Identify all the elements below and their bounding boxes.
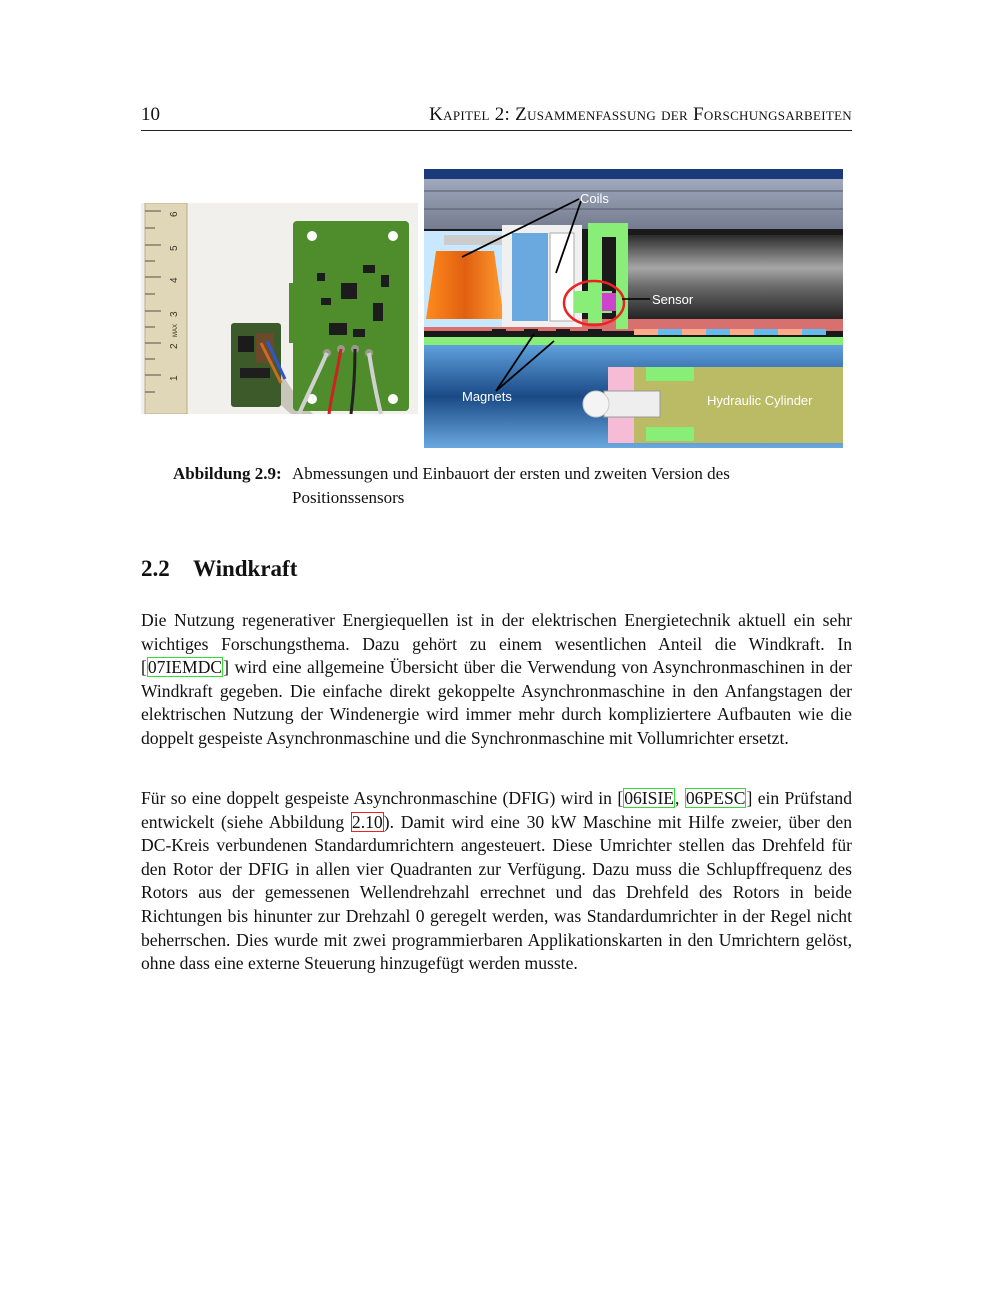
citation-link[interactable]: 06PESC <box>685 788 746 808</box>
section-number: 2.2 <box>141 556 170 581</box>
sensor-installation-diagram <box>424 169 843 448</box>
magnets-label: Magnets <box>462 389 512 404</box>
paragraph-text: ] ein Prüfstand entwickelt (siehe Abbildung <box>141 788 852 832</box>
page-header <box>141 104 852 131</box>
ruler-number: 5 <box>169 245 180 251</box>
paragraph-text: Für so eine doppelt gespeiste Asynchronmaschine (DFIG) wird in [ <box>141 788 624 808</box>
section-title: Windkraft <box>193 556 298 581</box>
page-number: 10 <box>141 104 160 125</box>
large-sensor-board <box>293 221 409 411</box>
paragraph-text: ] wird eine allgemeine Übersicht über die Verwendung von Asynchronmaschinen in der Windkraft gegeben. Die einfache direkt gekoppelte Asynchronmaschine in den Anfangstagen der elektrischen Nutzung der Windenergie wird immer mehr durch kompliziertere Aufbauten wie die doppelt gespeiste Asynchronmaschine und die Synchronmaschine mit Vollumrichter ersetzt. <box>141 657 852 748</box>
paragraph-text: Die Nutzung regenerativer Energiequellen ist in der elektrischen Energietechnik aktuell ein sehr wichtiges Forschungsthema. Dazu gehört zu einem wesentlichen Anteil die Windkraft. In [ <box>141 610 852 678</box>
ruler-number: 3 <box>169 311 180 317</box>
paragraph <box>141 787 852 976</box>
ruler-number: 6 <box>169 211 180 217</box>
section-heading <box>141 556 297 582</box>
ruler-number: 1 <box>169 375 180 381</box>
citation-link[interactable]: 07IEMDC <box>147 657 223 678</box>
caption-text: Abmessungen und Einbauort der ersten und zweiten Version des Positionssensors <box>292 464 730 507</box>
ruler-number: 4 <box>169 277 180 283</box>
piston-rod <box>624 235 843 329</box>
figure-reference-link[interactable]: 2.10 <box>351 811 383 832</box>
citation-link[interactable]: 06ISIE <box>624 788 675 808</box>
sensor-label: Sensor <box>652 292 694 307</box>
chapter-title: Kapitel 2: Zusammenfassung der Forschungsarbeiten <box>429 104 852 125</box>
paragraph <box>141 609 852 751</box>
hydraulic-cylinder-label: Hydraulic Cylinder <box>707 393 813 408</box>
ruler <box>145 203 187 414</box>
paragraph-text: , <box>675 788 685 808</box>
paragraph-text: ). Damit wird eine 30 kW Maschine mit Hilfe zweier, über den DC-Kreis verbundenen Standardumrichtern angesteuert. Diese Umrichter stellen das Drehfeld für den Rotor der DFIG in allen vier Quadranten zur Verfügung. Dazu muss die Schlupffrequenz des Rotors aus der gemessenen Wellendrehzahl errechnet und das Drehfeld des Rotors in beide Richtungen bis hinunter zur Drehzahl 0 geregelt werden, was Standardumrichter in der Regel nicht beherrschen. Dies wurde mit zwei programmierbaren Applikationskarten in den Umrichtern gelöst, ohne dass eine externe Steuerung hinzugefügt werden musste. <box>141 811 852 974</box>
sensor-photo <box>141 203 418 414</box>
ruler-number: 2 <box>169 343 180 349</box>
coils-label: Coils <box>580 191 609 206</box>
ruler-brand: MAX <box>173 323 179 337</box>
caption-label: Abbildung 2.9: <box>173 464 282 483</box>
